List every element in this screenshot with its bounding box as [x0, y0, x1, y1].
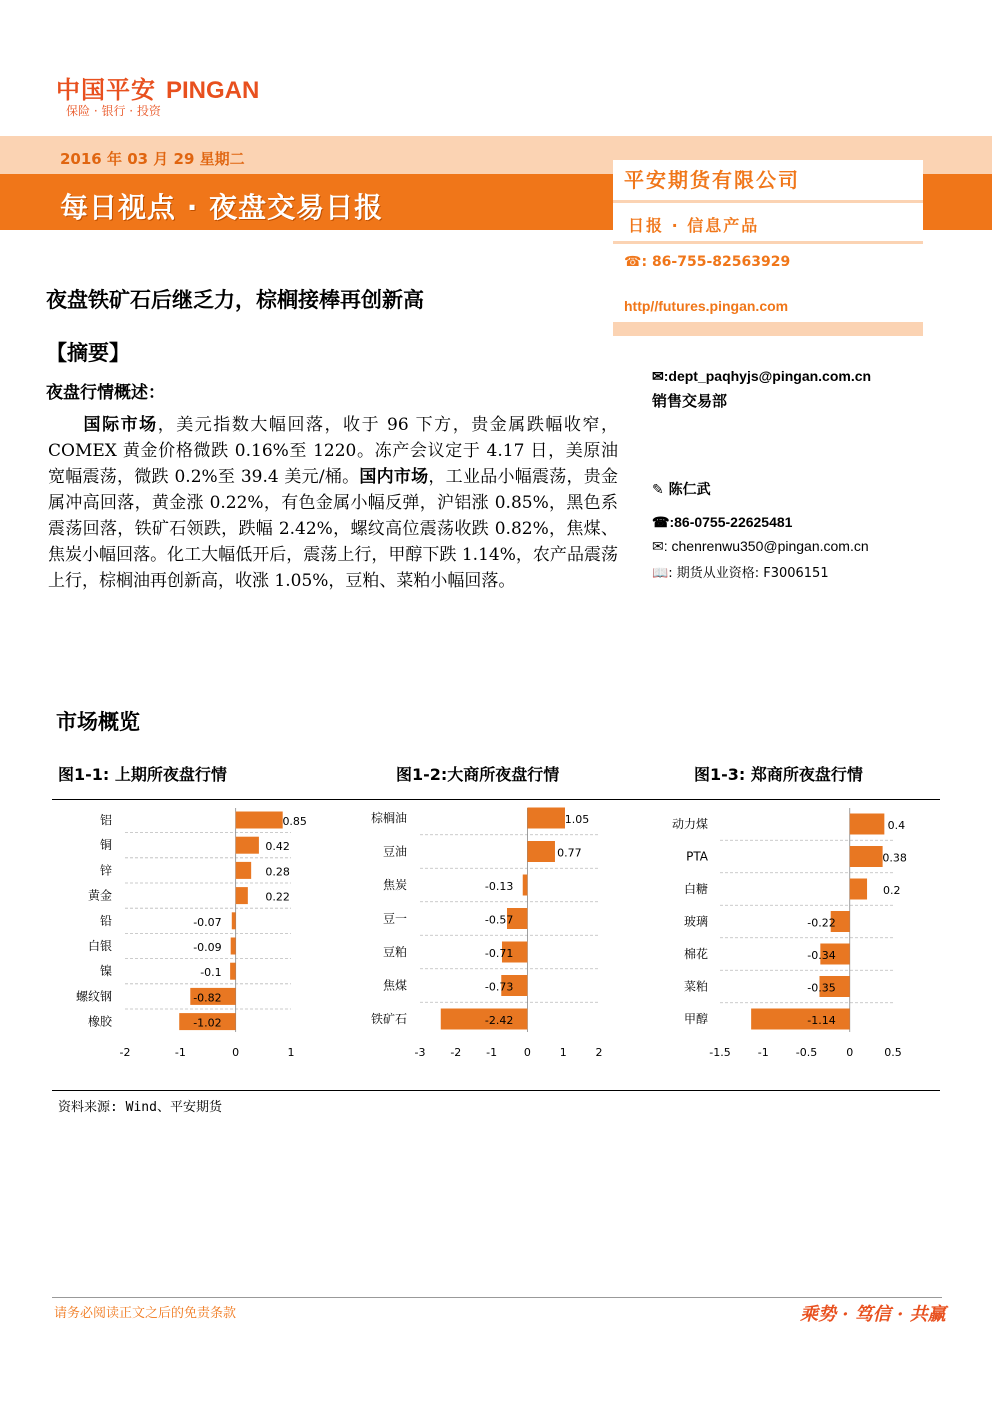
market-overview-title: 市场概览: [56, 710, 140, 734]
pen-icon: ✎: [652, 482, 664, 498]
phone-icon: ☎: [624, 254, 642, 270]
x-tick-label: -3: [414, 1046, 426, 1059]
analyst-phone: :86-0755-22625481: [669, 514, 793, 530]
footer-rule: [52, 1297, 942, 1298]
analyst-email[interactable]: : chenrenwu350@pingan.com.cn: [663, 538, 869, 554]
domestic-market-label: 国内市场: [359, 467, 429, 487]
data-label: -2.42: [484, 1014, 514, 1027]
dept-name: 销售交易部: [652, 392, 728, 410]
product-type: 日报 · 信息产品: [628, 216, 760, 235]
disclaimer-note[interactable]: 请务必阅读正文之后的免责条款: [54, 1306, 237, 1321]
category-label: 菜粕: [683, 979, 708, 994]
company-slogan: 乘势 · 笃信 · 共赢: [800, 1304, 946, 1325]
bar: [850, 814, 885, 835]
data-label: 0.85: [282, 815, 307, 828]
data-label: -0.07: [193, 915, 222, 929]
analyst-name: 陈仁武: [668, 482, 711, 498]
data-label: 1.05: [564, 813, 590, 826]
category-label: 焦煤: [382, 978, 407, 993]
overview-heading: 夜盘行情概述：: [46, 383, 165, 403]
data-source: 资料来源: Wind、平安期货: [58, 1100, 222, 1115]
logo-english: PINGAN: [166, 77, 260, 104]
x-tick-label: -2: [450, 1046, 462, 1059]
x-tick-label: -2: [119, 1046, 131, 1059]
data-label: -0.73: [484, 980, 514, 994]
category-label: 锌: [99, 863, 112, 878]
article-body: [48, 412, 618, 594]
envelope-icon: ✉: [652, 538, 664, 554]
data-label: 0.42: [265, 840, 290, 854]
x-tick-label: 0.5: [884, 1046, 902, 1059]
license-row: [652, 562, 829, 581]
x-tick-label: 0: [523, 1046, 531, 1059]
pingan-logo: [56, 70, 326, 120]
company-phone-row: ☎: 86-755-82563929: [624, 254, 791, 270]
analyst-row: [652, 479, 711, 499]
x-tick-label: 0: [232, 1046, 240, 1059]
charts-bottom-rule: [52, 1090, 940, 1091]
category-label: 豆一: [382, 911, 407, 926]
data-label: -0.34: [807, 949, 836, 962]
x-tick-label: -1.5: [709, 1046, 731, 1059]
category-label: 铜: [99, 838, 112, 853]
dept-email-row: [652, 368, 871, 385]
category-label: 橡胶: [87, 1014, 112, 1029]
company-phone: 86-755-82563929: [651, 254, 791, 270]
bar: [850, 846, 883, 867]
report-date: 2016 年 03 月 29 星期二: [60, 150, 245, 168]
data-label: 0.77: [557, 846, 582, 860]
logo-tagline: 保险 · 银行 · 投资: [66, 104, 161, 118]
data-label: -1.02: [193, 1016, 222, 1030]
figure-2-title: 图1-2:大商所夜盘行情: [396, 765, 560, 784]
dept-email[interactable]: :dept_paqhyjs@pingan.com.cn: [663, 368, 872, 384]
data-label: 0.28: [265, 865, 290, 879]
data-label: -0.35: [807, 981, 836, 995]
data-label: 0.22: [265, 890, 290, 904]
data-label: -0.22: [807, 916, 836, 930]
x-tick-label: 1: [287, 1046, 295, 1059]
data-label: -1.14: [807, 1014, 836, 1027]
analyst-email-row: [652, 538, 869, 555]
data-label: -0.09: [193, 941, 222, 954]
x-tick-label: -0.5: [795, 1046, 818, 1059]
x-tick-label: 2: [595, 1046, 603, 1059]
category-label: 动力煤: [671, 817, 708, 831]
category-label: 白糖: [683, 882, 708, 896]
category-label: 铅: [99, 913, 112, 928]
analyst-license: : 期货从业资格: F3006151: [668, 566, 829, 581]
category-label: 棕榈油: [370, 811, 407, 825]
category-label: 铁矿石: [370, 1012, 407, 1026]
category-label: 黄金: [87, 888, 112, 903]
intl-market-text: ，美元指数大幅回落，收于 96 下方，贵金属跌幅收窄，COMEX 黄金价格微跌 0.16%至 1220。冻产会议定于 4.17 日，美原油宽幅震荡，微跌 0.2%至 39.4 美元/桶。: [48, 415, 618, 487]
data-label: 0.2: [883, 884, 901, 897]
chart-czce: [0, 800, 992, 1080]
data-label: 0.38: [882, 851, 907, 865]
data-label: -0.82: [193, 991, 222, 1005]
abstract-heading: 【摘要】: [46, 341, 130, 365]
x-tick-label: -1: [486, 1046, 498, 1059]
report-title: 每日视点 · 夜盘交易日报: [60, 191, 384, 224]
company-url[interactable]: http//futures.pingan.com: [624, 298, 789, 314]
x-tick-label: 0: [846, 1046, 854, 1059]
data-label: -0.1: [200, 966, 222, 980]
x-tick-label: 1: [559, 1046, 567, 1059]
category-label: 螺纹钢: [75, 989, 112, 1004]
category-label: 焦炭: [382, 878, 407, 892]
data-label: 0.4: [887, 819, 906, 832]
bar: [850, 879, 867, 900]
data-label: -0.57: [484, 913, 514, 927]
category-label: 镍: [99, 964, 112, 979]
category-label: PTA: [686, 849, 708, 864]
company-name: 平安期货有限公司: [624, 168, 800, 192]
envelope-icon: ✉: [652, 368, 664, 384]
category-label: 甲醇: [683, 1012, 708, 1026]
figure-1-title: 图1-1: 上期所夜盘行情: [58, 765, 227, 784]
analyst-phone-row: [652, 514, 792, 531]
category-label: 棉花: [683, 947, 708, 961]
data-label: -0.13: [484, 880, 514, 893]
logo-chinese: 中国平安: [56, 76, 156, 104]
x-tick-label: -1: [174, 1046, 186, 1059]
category-label: 铝: [99, 813, 112, 827]
article-headline: 夜盘铁矿石后继乏力，棕榈接棒再创新高: [46, 288, 424, 312]
intl-market-label: 国际市场: [82, 415, 158, 435]
category-label: 白银: [87, 939, 112, 953]
category-label: 玻璃: [683, 914, 708, 929]
figure-3-title: 图1-3: 郑商所夜盘行情: [694, 765, 863, 784]
phone-icon: ☎: [652, 514, 670, 530]
x-tick-label: -1: [757, 1046, 769, 1059]
category-label: 豆油: [382, 844, 407, 859]
data-label: -0.71: [484, 947, 514, 960]
book-icon: 📖: [652, 566, 669, 581]
domestic-market-text: ，工业品小幅震荡，贵金属冲高回落，黄金涨 0.22%，有色金属小幅反弹，沪铝涨 0.85%，黑色系震荡回落，铁矿石领跌，跌幅 2.42%，螺纹高位震荡收跌 0.82%，焦煤、焦炭小幅回落。化工大幅低开后，震荡上行，甲醇下跌 1.14%，农产品震荡上行，棕榈油再创新高，收涨 1.05%，豆粕、菜粕小幅回落。: [48, 467, 619, 591]
category-label: 豆粕: [382, 945, 407, 959]
